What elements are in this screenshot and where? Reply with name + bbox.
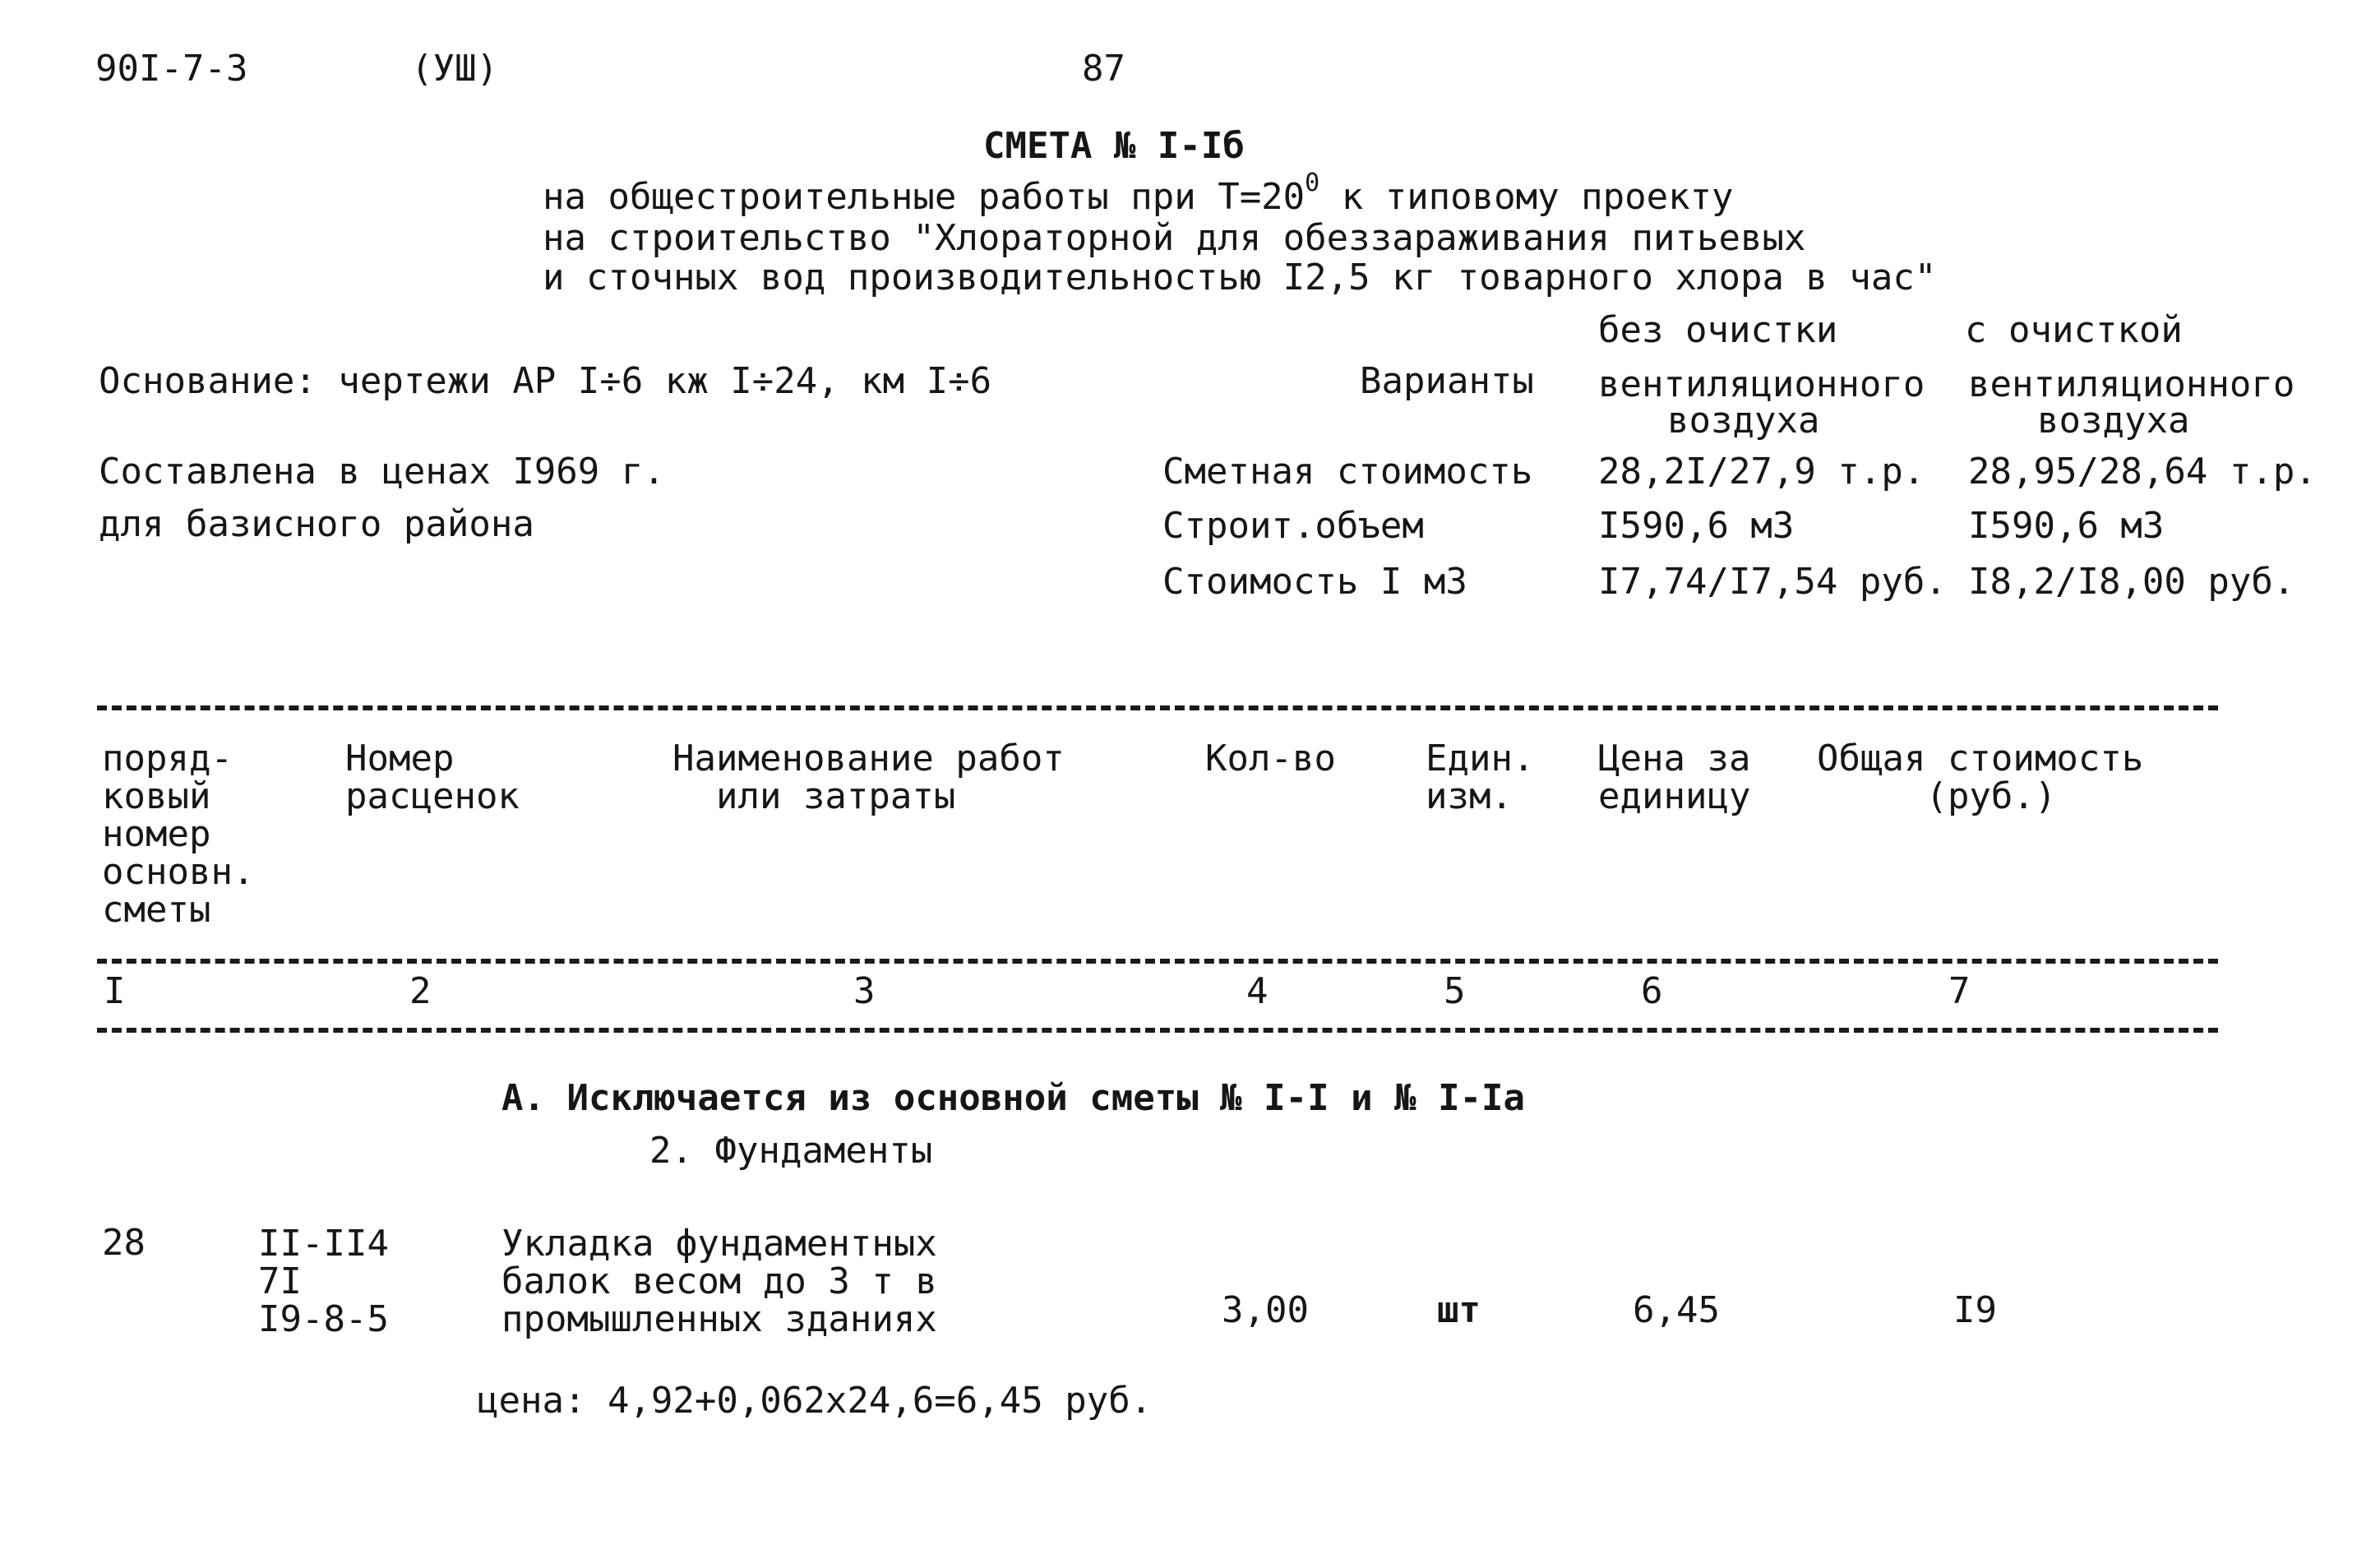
row-total: I9 — [1953, 1289, 1997, 1331]
col-header-name: Наименование работ или затраты — [672, 738, 1065, 817]
title-line-2: на строительство "Хлораторной для обеззараживания питьевых — [543, 217, 1806, 259]
estimate-title: СМЕТА № I-Iб — [983, 125, 1245, 167]
col-header-total: Общая стоимость (руб.) — [1817, 738, 2144, 817]
col-number: 4 — [1246, 970, 1269, 1012]
title-line-1: на общестроительные работы при $Т=20^0$ к типовому проекту — [543, 169, 1734, 218]
price-note: цена: 4,92+0,062х24,6=6,45 руб. — [477, 1380, 1153, 1422]
variant-row-value: I8,2/I8,00 руб. — [1968, 561, 2295, 603]
col-header-codes: Номер расценок — [345, 738, 520, 817]
col-number: 7 — [1948, 970, 1971, 1012]
col-number: 3 — [853, 970, 876, 1012]
row-work-name: Укладка фундаментных балок весом до 3 т в промышленных зданиях — [501, 1223, 937, 1340]
variant-row-value: 28,95/28,64 т.р. — [1968, 451, 2317, 493]
col-number: 2 — [409, 970, 432, 1012]
divider-dashed — [97, 1028, 2218, 1033]
divider-dashed — [97, 705, 2218, 710]
variant-row-value: I590,6 м3 — [1598, 505, 1795, 547]
divider-dashed — [97, 959, 2218, 964]
title-line-3: и сточных вод производительностью I2,5 кг товарного хлора в час" — [543, 257, 1937, 298]
variants-label: Варианты — [1360, 360, 1534, 402]
degree-sup: 0 — [1305, 169, 1320, 197]
variant-1-bot: воздуха — [1667, 400, 1820, 442]
col-header-order: поряд- ковый номер основн. сметы — [102, 738, 255, 931]
page-number: 87 — [1082, 48, 1125, 90]
row-order-number: 28 — [102, 1222, 146, 1264]
col-header-price: Цена за единицу — [1598, 738, 1751, 817]
col-header-qty: Кол-во — [1205, 738, 1336, 779]
row-unit-price: 6,45 — [1633, 1289, 1720, 1331]
region: для базисного района — [99, 503, 534, 545]
col-number: 6 — [1641, 970, 1663, 1012]
basis-line: Основание: чертежи АР I÷6 кж I÷24, км I÷6 — [99, 360, 992, 402]
variant-2-mid: вентиляционного — [1968, 363, 2295, 405]
variant-2-top: с очисткой — [1965, 309, 2183, 351]
variant-row-label: Сметная стоимость — [1162, 451, 1533, 493]
subsection-heading: 2. Фундаменты — [649, 1130, 933, 1172]
section-code: (УШ) — [411, 48, 498, 90]
variant-1-mid: вентиляционного — [1598, 363, 1925, 405]
doc-code: 90I-7-3 — [95, 48, 248, 90]
row-rate-codes: II-II4 7I I9-8-5 — [258, 1223, 389, 1340]
col-header-unit: Един. изм. — [1426, 738, 1535, 817]
col-number: I — [104, 970, 126, 1012]
prices-year: Составлена в ценах I969 г. — [99, 451, 665, 493]
variant-row-label: Строит.объем — [1162, 505, 1424, 547]
variant-row-value: I590,6 м3 — [1968, 505, 2165, 547]
variant-row-value: 28,2I/27,9 т.р. — [1598, 451, 1925, 493]
row-quantity: 3,00 — [1222, 1289, 1309, 1331]
row-unit: шт — [1437, 1289, 1481, 1331]
variant-2-bot: воздуха — [2037, 400, 2190, 442]
section-heading: А. Исключается из основной сметы № I-I и № I-Iа — [501, 1077, 1526, 1119]
variant-row-value: I7,74/I7,54 руб. — [1598, 561, 1947, 603]
variant-row-label: Стоимость I м3 — [1162, 561, 1467, 603]
variant-1-top: без очистки — [1598, 309, 1838, 351]
col-number: 5 — [1444, 970, 1466, 1012]
